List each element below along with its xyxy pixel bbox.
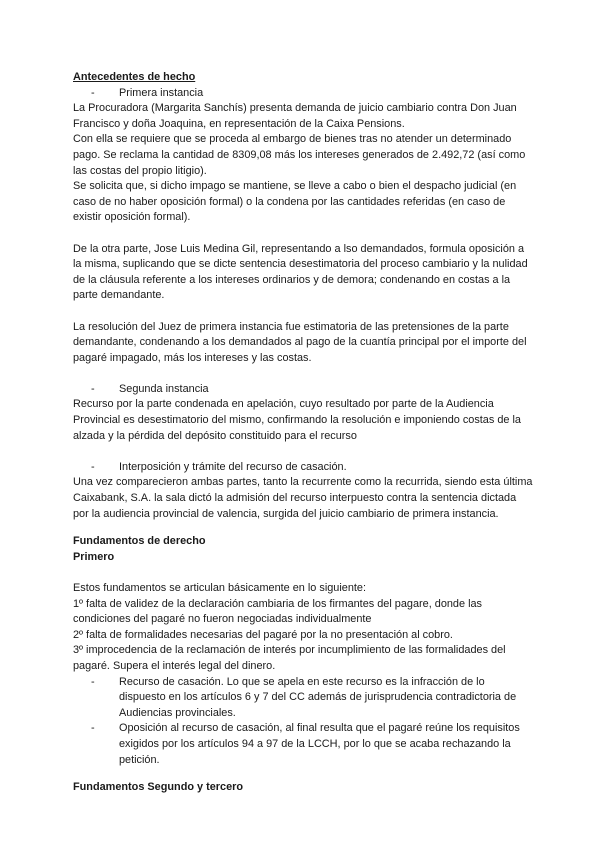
list-item-casacion: [73, 460, 533, 476]
dash-bullet: -: [91, 722, 95, 735]
paragraph: Con ella se requiere que se proceda al embargo de bienes tras no atender un determinado pago. Se reclama la cantidad de 8309,08 más los intereses generados de 2.492,72 (así como las costas del propio litigio).: [73, 133, 526, 177]
section-heading-fundamentos-2: Fundamentos Segundo y tercero: [73, 781, 244, 794]
subsection-heading-primero: Primero: [73, 550, 115, 563]
list-item-text: Oposición al recurso de casación, al final resulta que el pagaré reúne los requisitos exigidos por los artículos 94 a 97 de la LCCH, por lo que se acaba rechazando la petición.: [119, 722, 520, 766]
section-heading-antecedentes: Antecedentes de hecho: [73, 71, 196, 83]
list-item-segunda-instancia: [73, 382, 533, 398]
dash-bullet: -: [91, 675, 95, 688]
numbered-point: 2º falta de formalidades necesarias del pagaré por la no presentación al cobro.: [73, 628, 453, 641]
numbered-point: 3º improcedencia de la reclamación de interés por incumplimiento de las formalidades del pagaré. Supera el interés legal del dinero.: [73, 644, 506, 672]
paragraph: La resolución del Juez de primera instancia fue estimatoria de las pretensiones de la parte demandante, condenando a los demandados al pago de la cuantía principal por el importe del pagaré impagado, más los intereses y las costas.: [73, 320, 527, 364]
paragraph: Una vez comparecieron ambas partes, tanto la recurrente como la recurrida, siendo esta última Caixabank, S.A. la sala dictó la admisión del recurso interpuesto contra la sentencia dictada por la audiencia provincial de valencia, surgida del juicio cambiario de primera instancia.: [73, 476, 533, 520]
numbered-point: 1º falta de validez de la declaración cambiaria de los firmantes del pagare, donde las condiciones del pagaré no fueron negociadas individualmente: [73, 597, 482, 626]
dash-bullet: -: [91, 86, 95, 99]
paragraph: Se solicita que, si dicho impago se mantiene, se lleve a cabo o bien el despacho judicial (en caso de no haber oposición formal) o la condena por las cantidades referidas (en caso de existir oposición formal).: [73, 180, 517, 224]
paragraph: De la otra parte, Jose Luis Medina Gil, representando a lso demandados, formula oposición a la misma, suplicando que se dicte sentencia desestimatoria del proceso cambiario y la nulidad de la cláusula referente a los intereses ordinarios y de demora; condenando en costas a la parte demandante.: [73, 242, 528, 302]
document-body: [73, 70, 533, 796]
list-item-recurso: [73, 675, 533, 722]
dash-bullet: -: [91, 460, 95, 473]
section-heading-fundamentos: Fundamentos de derecho: [73, 535, 206, 548]
list-item-oposicion: [73, 721, 533, 768]
list-item-label: Segunda instancia: [119, 382, 209, 395]
paragraph: Recurso por la parte condenada en apelación, cuyo resultado por parte de la Audiencia Provincial es desestimatorio del mismo, confirmando la resolución e imponiendo costas de la alzada y la pérdida del depósito constituido para el recurso: [73, 398, 521, 442]
list-item-text: Recurso de casación. Lo que se apela en este recurso es la infracción de lo dispuesto en los artículos 6 y 7 del CC además de jurisprudencia contradictoria de Audiencias provinciales.: [119, 675, 517, 719]
paragraph: Estos fundamentos se articulan básicamente en lo siguiente:: [73, 582, 367, 594]
paragraph: La Procuradora (Margarita Sanchís) presenta demanda de juicio cambiario contra Don Juan Francisco y doña Joaquina, en representación de la Caixa Pensions.: [73, 102, 517, 130]
dash-bullet: -: [91, 382, 95, 395]
list-item-primera-instancia: [73, 86, 533, 102]
list-item-label: Interposición y trámite del recurso de casación.: [119, 460, 347, 473]
list-item-label: Primera instancia: [119, 86, 204, 99]
